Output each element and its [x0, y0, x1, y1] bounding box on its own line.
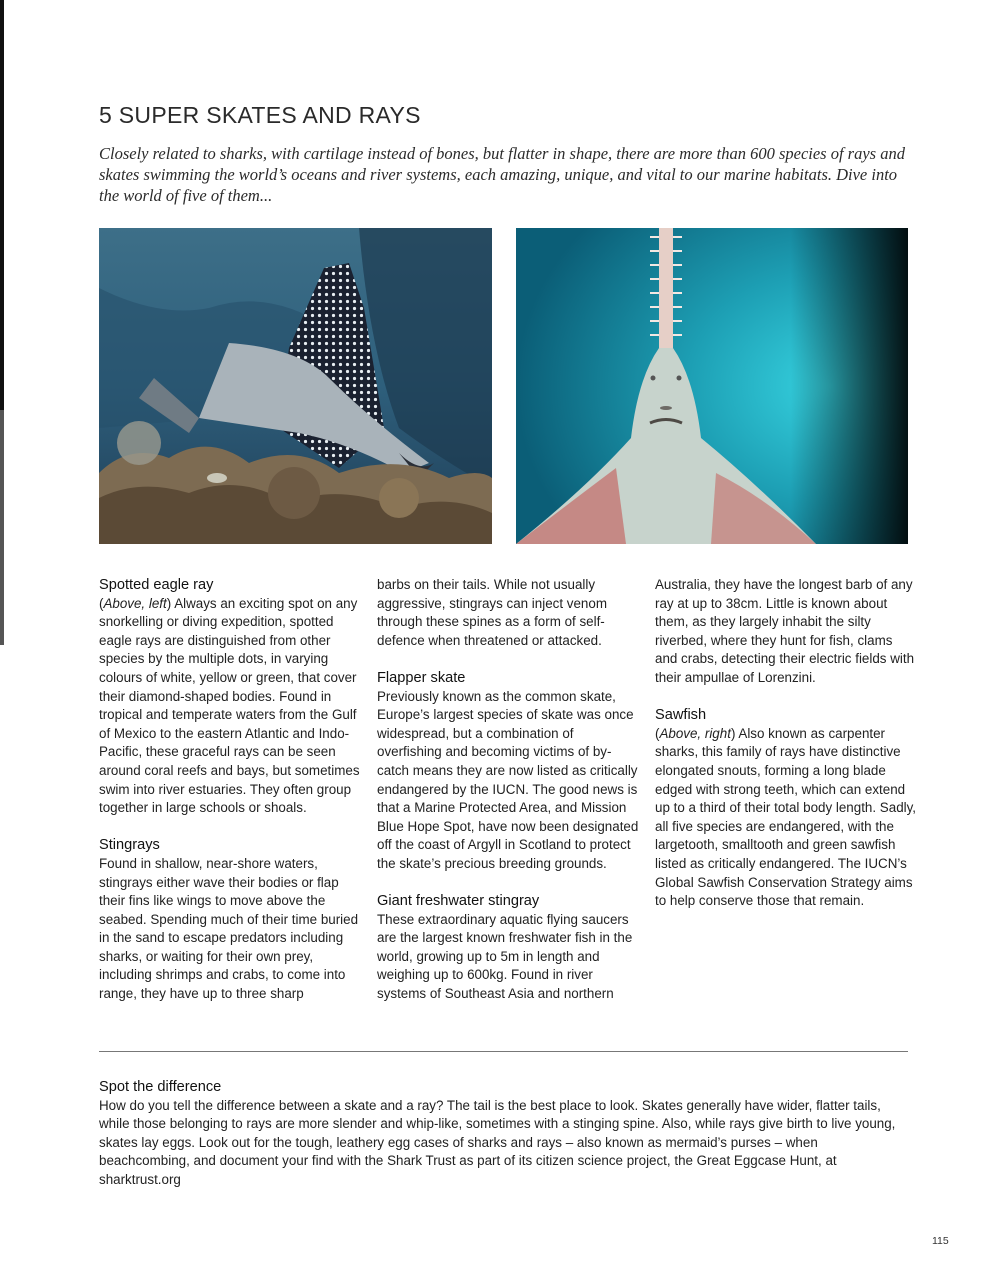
- sawfish-body: (Above, right) Also known as carpenter sharks, this family of rays have distinctive elongated snouts, forming a long blade edged with strong teeth, which can extend up to a third of their total body length. Sadly, all five species are endangered, with the largetooth, smalltooth and green sawfish listed as critically endangered. The IUCN’s Global Sawfish Conservation Strategy aims to help conserve those that remain.: [655, 725, 917, 909]
- spot-the-difference-box: [99, 1078, 911, 1190]
- sawfish-credit: Above, right: [659, 725, 731, 741]
- page-edge-marker: [0, 0, 4, 410]
- spot-the-difference-body: How do you tell the difference between a skate and a ray? The tail is the best place to look. Skates generally have wider, flatter tails, while those belonging to rays are more slender and whip-like, sometimes with a stinging spine. Also, while rays give birth to live young, skates lay eggs. Look out for the tough, leathery egg cases of sharks and rays – also known as mermaid’s purses – when beachcombing, and document your find with the Shark Trust as part of its citizen science project, the Great Eggcase Hunt, at sharktrust.org: [99, 1097, 896, 1187]
- spotted-eagle-ray-body: (Above, left) Always an exciting spot on any snorkelling or diving expedition, spotted eagle rays are distinguished from other species by the multiple dots, in varying colours of white, yellow or green, that cover their diamond-shaped bodies. Found in tropical and temperate waters from the Gulf of Mexico to the eastern Atlantic and Indo-Pacific, these graceful rays can be seen around coral reefs and bays, but sometimes swim into river estuaries. They often group together in large schools or shoals.: [99, 595, 360, 816]
- spot-the-difference-heading: Spot the difference: [99, 1079, 222, 1095]
- spotted-eagle-ray-credit: Above, left: [103, 595, 167, 611]
- sawfish-heading: Sawfish: [655, 707, 707, 724]
- flapper-skate-heading: Flapper skate: [377, 669, 466, 686]
- giant-freshwater-stingray-body-continued: Australia, they have the longest barb of any ray at up to 38cm. Little is known about them, as they largely inhabit the silty riverbed, where they hunt for fish, clams and crabs, detecting their electric fields with their ampullae of Lorenzini.: [655, 577, 915, 685]
- spotted-eagle-ray-heading: Spotted eagle ray: [99, 577, 214, 593]
- intro-paragraph: Closely related to sharks, with cartilage instead of bones, but flatter in shape, there are more than 600 species of rays and skates swimming the world’s oceans and river systems, each amazing, unique, and vital to our marine habitats. Dive into the world of five of them...: [99, 144, 905, 205]
- flapper-skate-body: Previously known as the common skate, Europe’s largest species of skate was once widespread, but a combination of overfishing and becoming victims of by-catch means they are now listed as critically endangered by the IUCN. The good news is that a Marine Protected Area, and Mission Blue Hope Spot, have now been designated off the coast of Argyll in Scotland to protect the skate’s precious breeding grounds.: [377, 688, 639, 871]
- page-number: 115: [932, 1235, 949, 1247]
- stingrays-body-continued: barbs on their tails. While not usually aggressive, stingrays can inject venom through these spines as a form of self-defence when threatened or attacked.: [377, 577, 607, 648]
- text-column-1: [99, 576, 361, 1004]
- page-edge-marker-lower: [0, 410, 4, 645]
- section-divider: [99, 1051, 908, 1052]
- text-column-2: [377, 576, 639, 1004]
- page-title: 5 SUPER SKATES AND RAYS: [99, 102, 421, 128]
- giant-freshwater-stingray-body: These extraordinary aquatic flying saucers are the largest known freshwater fish in the world, growing up to 5m in length and weighing up to 600kg. Found in river systems of Southeast Asia and northern: [377, 911, 633, 1002]
- spotted-eagle-ray-photo: [99, 228, 492, 544]
- sawfish-photo: [516, 228, 908, 544]
- stingrays-body: Found in shallow, near-shore waters, stingrays either wave their bodies or flap their fins like wings to move above the seabed. Spending much of their time buried in the sand to escape predators including sharks, or waiting for their own prey, including shrimps and crabs, to come into range, they have up to three sharp: [99, 855, 359, 1002]
- giant-freshwater-stingray-heading: Giant freshwater stingray: [377, 893, 540, 910]
- text-column-3: [655, 576, 917, 911]
- stingrays-heading: Stingrays: [99, 837, 160, 854]
